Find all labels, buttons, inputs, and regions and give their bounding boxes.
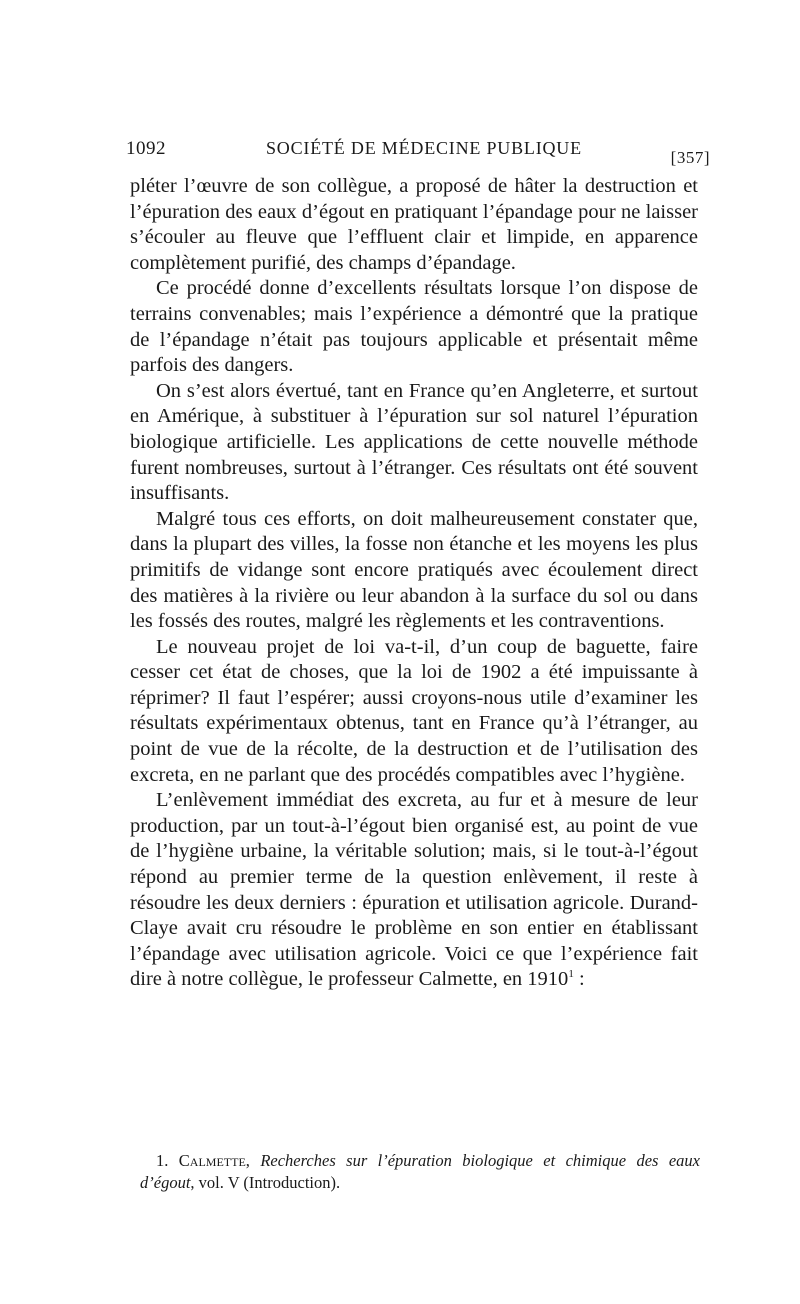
- paragraph: Le nouveau projet de loi va-t-il, d’un coup de baguette, faire cesser cet état de choses, que la loi de 1902 a été impuissante à réprimer? Il faut l’espérer; aussi croyons-nous utile d’examiner les résultats expérimentaux obtenus, tant en France qu’à l’étranger, au point de vue de la récolte, de la destruction et de l’utilisation des excreta, en ne parlant que des procédés compatibles avec l’hygiène.: [130, 635, 698, 786]
- footnote-details: , vol. V (Introduction).: [190, 1173, 341, 1192]
- running-header: [126, 138, 716, 172]
- page-number: 1092: [126, 138, 166, 159]
- footnote-marker: 1.: [156, 1151, 169, 1170]
- paragraph-text: L’enlèvement immédiat des excreta, au fur et à mesure de leur production, par un tout-à-l’égout bien organisé est, au point de vue de l’hygiène urbaine, la véritable solution; mais, si le tout-à-l’égout répond au premier terme de la question enlèvement, il reste à résoudre les deux derniers : épuration et utilisation agricole. Durand-Claye avait cru résoudre le problème en son entier en établissant l’épandage avec utilisation agricole. Voici ce que l’expérience fait dire à notre collègue, le professeur Calmette, en 1910: [130, 789, 698, 991]
- footnote-title: Recherches sur l’épuration biologique et chimique des eaux d’égout: [140, 1151, 700, 1192]
- paragraph: Malgré tous ces efforts, on doit malheureusement constater que, dans la plupart des villes, la fosse non étanche et les moyens les plus primitifs de vidange sont encore pratiqués avec écoulement direct des matières à la rivière ou leur abandon à la surface du sol ou dans les fossés des routes, malgré les règlements et les contraventions.: [130, 507, 698, 633]
- paragraph: [130, 788, 698, 993]
- footnote: 1. Calmette, Recherches sur l’épuration biologique et chimique des eaux d’égout, vol. V (Introduction).: [140, 1151, 700, 1192]
- footnote-author: Calmette: [178, 1151, 246, 1170]
- paragraph: On s’est alors évertué, tant en France qu’en Angleterre, et surtout en Amérique, à substituer à l’épuration sur sol naturel l’épuration biologique artificielle. Les applications de cette nouvelle méthode furent nombreuses, surtout à l’étranger. Ces résultats ont été souvent insuffisants.: [130, 379, 698, 505]
- running-title: SOCIÉTÉ DE MÉDECINE PUBLIQUE: [266, 138, 582, 158]
- paragraph-end: :: [573, 968, 585, 991]
- body-text: [130, 174, 698, 993]
- paragraph: pléter l’œuvre de son collègue, a proposé de hâter la destruction et l’épuration des eaux d’égout en pratiquant l’épandage pour ne laisser s’écouler au fleuve que l’effluent clair et limpide, en apparence complètement purifié, des champs d’épandage.: [130, 175, 698, 274]
- footnotes: [140, 1150, 700, 1194]
- original-page-number: [357]: [670, 148, 710, 167]
- paragraph: Ce procédé donne d’excellents résultats lorsque l’on dispose de terrains convenables; mais l’expérience a démontré que la pratique de l’épandage n’était pas toujours applicable et présentait même parfois des dangers.: [130, 277, 698, 377]
- footnote-reference[interactable]: 1: [568, 968, 574, 981]
